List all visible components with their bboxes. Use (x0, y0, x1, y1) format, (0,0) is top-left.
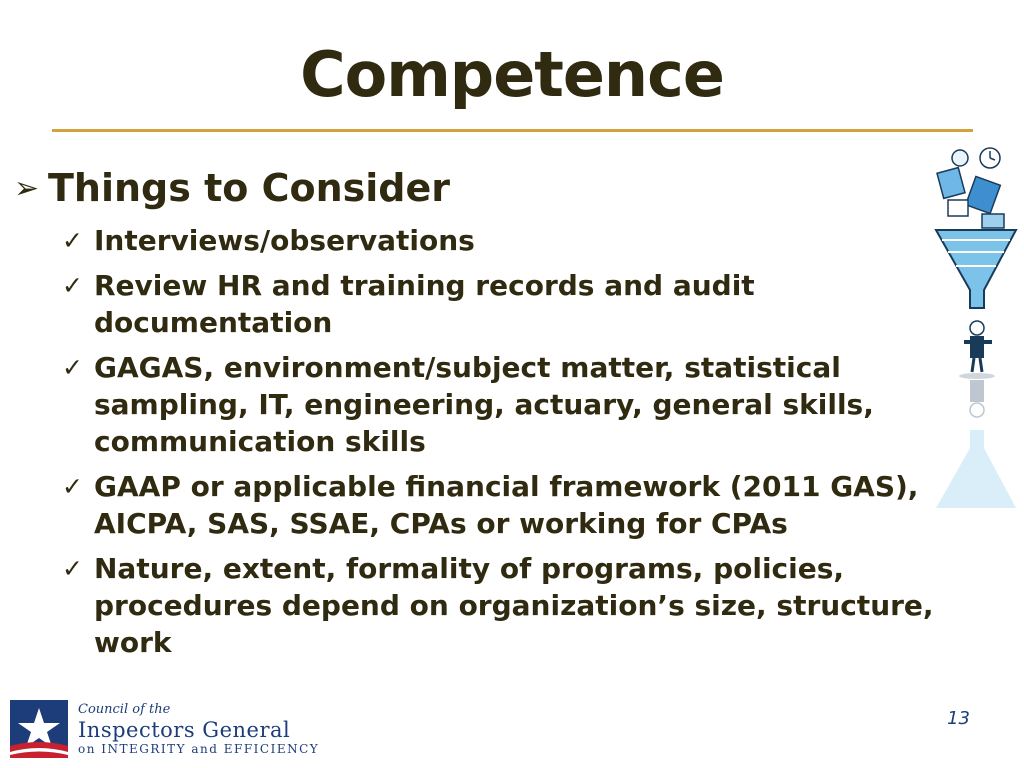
cigie-logo (10, 700, 350, 760)
list-item (62, 267, 1002, 341)
org-name-line2: Inspectors General (78, 718, 291, 742)
list-item (62, 550, 1002, 661)
check-icon: ✓ (62, 353, 83, 382)
ideas-cluster (937, 148, 1004, 228)
org-name-line3: on INTEGRITY and EFFICIENCY (78, 742, 320, 756)
list-item (62, 468, 1002, 542)
slide-title: Competence (300, 38, 724, 111)
list-item-text: Nature, extent, formality of programs, policies, procedures depend on organization’s size, structure, work (94, 552, 934, 659)
funnel-shape (936, 230, 1016, 308)
list-item-text: GAAP or applicable financial framework (2011 GAS), AICPA, SAS, SSAE, CPAs or working for CPAs (94, 470, 919, 540)
heading-text: Things to Consider (48, 166, 451, 210)
list-item-text: Interviews/observations (94, 224, 475, 257)
heading-bullet (14, 166, 450, 210)
star-flag-icon (10, 700, 68, 758)
org-name-line1: Council of the (78, 702, 171, 717)
list-item (62, 349, 1002, 460)
check-icon: ✓ (62, 472, 83, 501)
title-divider (52, 129, 973, 132)
list-item (62, 222, 1002, 259)
list-item-text: Review HR and training records and audit documentation (94, 269, 755, 339)
check-icon: ✓ (62, 271, 83, 300)
arrow-bullet-icon: ➢ (14, 171, 40, 206)
check-icon: ✓ (62, 226, 83, 255)
list-item-text: GAGAS, environment/subject matter, statistical sampling, IT, engineering, actuary, general skills, communication skills (94, 351, 874, 458)
check-icon: ✓ (62, 554, 83, 583)
reflection (936, 380, 1016, 508)
consideration-list (62, 222, 1002, 669)
person-figure (959, 321, 995, 379)
funnel-illustration (930, 140, 1022, 570)
page-number: 13 (947, 708, 970, 729)
